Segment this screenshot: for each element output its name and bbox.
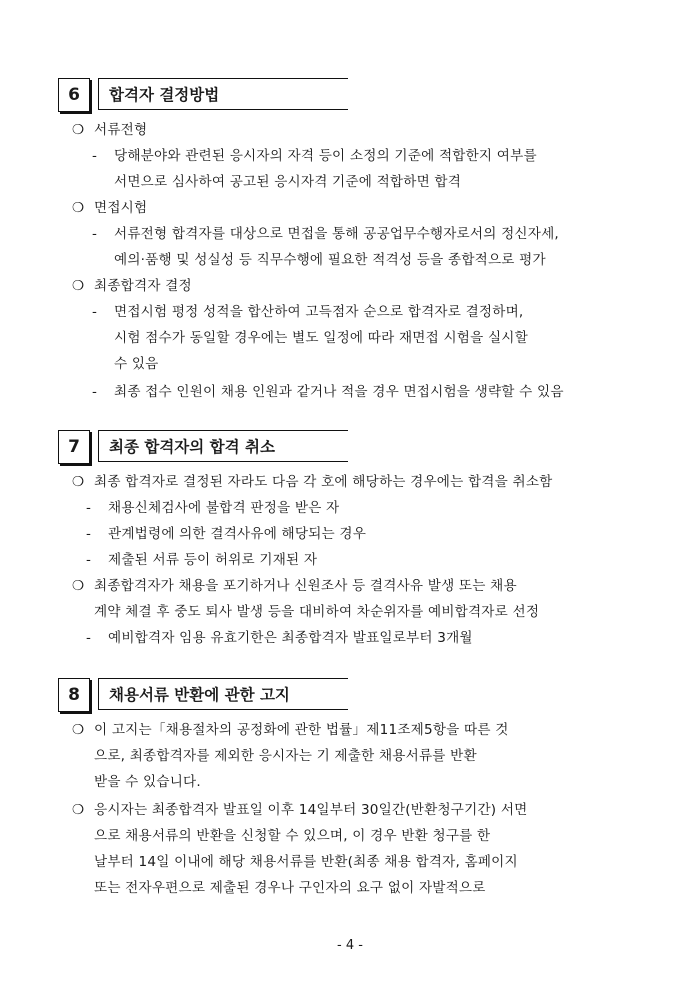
- list-item: 받을 수 있습니다.: [94, 774, 201, 790]
- list-item: ❍ 서류전형: [72, 122, 148, 138]
- list-item: 서면으로 심사하여 공고된 응시자격 기준에 적합하면 합격: [114, 174, 462, 190]
- list-item: ❍ 응시자는 최종합격자 발표일 이후 14일부터 30일간(반환청구기간) 서면: [72, 802, 528, 818]
- section-title: 채용서류 반환에 관한 고지: [98, 678, 348, 710]
- section-title: 최종 합격자의 합격 취소: [98, 430, 348, 462]
- page-number: - 4 -: [337, 938, 363, 953]
- section-number: 7: [58, 430, 90, 464]
- list-item: - 예비합격자 임용 유효기한은 최종합격자 발표일로부터 3개월: [86, 630, 473, 646]
- list-item: - 관계법령에 의한 결격사유에 해당되는 경우: [86, 526, 367, 542]
- list-item: ❍ 최종합격자가 채용을 포기하거나 신원조사 등 결격사유 발생 또는 채용: [72, 578, 517, 594]
- section-number: 6: [58, 78, 90, 112]
- section-number: 8: [58, 678, 90, 712]
- list-item: - 최종 접수 인원이 채용 인원과 같거나 적을 경우 면접시험을 생략할 수 있음: [92, 384, 564, 400]
- list-item: 으로, 최종합격자를 제외한 응시자는 기 제출한 채용서류를 반환: [94, 748, 477, 764]
- list-item: - 당해분야와 관련된 응시자의 자격 등이 소정의 기준에 적합한지 여부를: [92, 148, 537, 164]
- section-title: 합격자 결정방법: [98, 78, 348, 110]
- section-header-6: [58, 78, 350, 112]
- list-item: 으로 채용서류의 반환을 신청할 수 있으며, 이 경우 반환 청구를 한: [94, 828, 491, 844]
- list-item: 시험 점수가 동일할 경우에는 별도 일정에 따라 재면접 시험을 실시할: [114, 330, 528, 346]
- list-item: - 면접시험 평정 성적을 합산하여 고득점자 순으로 합격자로 결정하며,: [92, 304, 524, 320]
- list-item: ❍ 최종합격자 결정: [72, 278, 192, 294]
- list-item: 계약 체결 후 중도 퇴사 발생 등을 대비하여 차순위자를 예비합격자로 선정: [94, 604, 540, 620]
- section-header-7: [58, 430, 350, 464]
- list-item: - 서류전형 합격자를 대상으로 면접을 통해 공공업무수행자로서의 정신자세,: [92, 226, 559, 242]
- list-item: ❍ 면접시험: [72, 200, 148, 216]
- list-item: ❍ 최종 합격자로 결정된 자라도 다음 각 호에 해당하는 경우에는 합격을 취소함: [72, 474, 553, 490]
- list-item: 수 있음: [114, 356, 159, 372]
- list-item: 날부터 14일 이내에 해당 채용서류를 반환(최종 채용 합격자, 홈페이지: [94, 854, 518, 870]
- list-item: 또는 전자우편으로 제출된 경우나 구인자의 요구 없이 자발적으로: [94, 880, 486, 896]
- section-header-8: [58, 678, 350, 712]
- list-item: - 채용신체검사에 불합격 판정을 받은 자: [86, 500, 340, 516]
- list-item: - 제출된 서류 등이 허위로 기재된 자: [86, 552, 318, 568]
- list-item: ❍ 이 고지는「채용절차의 공정화에 관한 법률」제11조제5항을 따른 것: [72, 722, 509, 738]
- list-item: 예의·품행 및 성실성 등 직무수행에 필요한 적격성 등을 종합적으로 평가: [114, 252, 546, 268]
